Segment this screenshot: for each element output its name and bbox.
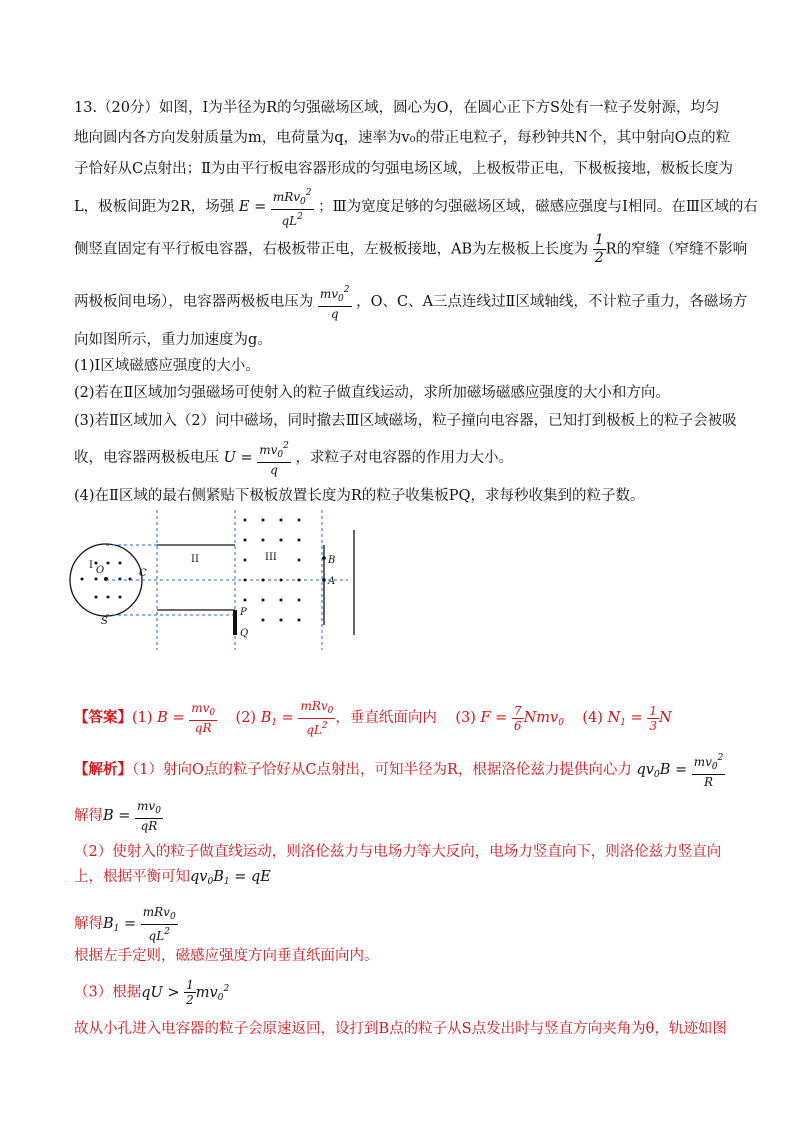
analysis-line-3b: 故从小孔进入电容器的粒子会原速返回，设打到B点的粒子从S点发出时与竖直方向夹角为θ，轨迹如图	[74, 1021, 727, 1037]
subquestion-4: (4)在Ⅱ区域的最右侧紧贴下极板放置长度为R的粒子收集板PQ，求每秒收集到的粒子数。	[74, 488, 645, 504]
question-text-5b: R的窄缝（窄缝不影响	[605, 241, 748, 258]
answer-line	[74, 699, 672, 737]
solve-2-formula: $B_1$ = $\frac{mRv_0}{qL^2}$	[103, 905, 176, 943]
label-p: P	[240, 607, 247, 618]
question-line-3: 子恰好从C点射出；Ⅱ为由平行板电容器形成的匀强电场区域，上极板带正电，下极板接地，极板长度为	[74, 161, 733, 177]
field-strength-formula: E = $\frac{mRv_0^2}{qL^2}$	[238, 188, 312, 228]
question-text-4b: ；Ⅲ为宽度足够的匀强磁场区域，磁感应强度与Ⅰ相同。在Ⅲ区域的右	[318, 199, 758, 215]
analysis-line-1	[74, 751, 725, 789]
subquestion-2: (2)若在Ⅱ区域加匀强磁场可使射入的粒子做直线运动，求所加磁场磁感应强度的大小和方向。	[74, 385, 670, 401]
question-line-4	[74, 186, 758, 228]
answer-4-formula: $N_1$ = $\frac{1}{3}$ N	[607, 703, 672, 733]
physics-diagram	[60, 505, 370, 650]
solve-1-formula: B = $\frac{mv_0}{qR}$	[103, 799, 161, 833]
answer-1-prefix: (1)	[132, 710, 153, 726]
collector-plate-pq	[233, 610, 237, 635]
answer-3-formula: F = $\frac{7}{6}$ Nmv$_0$	[480, 703, 564, 733]
question-line-6	[74, 283, 747, 321]
voltage-formula: $\frac{mv_0^2}{q}$	[319, 285, 350, 321]
analysis-text-3a: （3）根据	[74, 984, 142, 1001]
question-text-4a: L，极板间距为2R，场强	[74, 199, 235, 215]
analysis-line-2c: 根据左手定则，磁感应强度方向垂直纸面向内。	[74, 948, 379, 964]
region-iii-field-dots	[244, 519, 301, 622]
analysis-solve-2	[74, 905, 178, 943]
lorentz-formula: $qv_0B$ = $\frac{mv_0^2}{R}$	[636, 753, 724, 789]
label-o: O	[96, 565, 105, 576]
analysis-line-2a: （2）使射入的粒子做直线运动，则洛伦兹力与电场力等大反向，电场力竖直向下，则洛伦兹力竖直向	[74, 844, 722, 860]
answer-1-formula: B = $\frac{mv_0}{qR}$	[157, 701, 216, 735]
analysis-tag: 【解析】	[74, 761, 132, 778]
label-q: Q	[240, 628, 249, 639]
question-line-7: 向如图所示，重力加速度为g。	[74, 332, 272, 348]
analysis-solve-2-label: 解得	[74, 916, 103, 932]
answer-2-formula: $B_1$ = $\frac{mRv_0}{qL^2}$	[260, 699, 334, 737]
analysis-line-3a	[74, 978, 229, 1007]
analysis-text-2b: 上，根据平衡可知	[74, 869, 190, 885]
label-c: C	[139, 568, 147, 579]
label-ii: II	[191, 554, 199, 565]
dashed-guides	[106, 510, 348, 650]
subquestion-1: (1)Ⅰ区域磁感应强度的大小。	[74, 358, 260, 374]
energy-formula: qU > $\frac{1}{2}$ $mv_0^2$	[141, 978, 230, 1007]
answer-2-direction: ，垂直纸面向内	[335, 710, 437, 726]
analysis-solve-1-label: 解得	[74, 808, 103, 824]
half-fraction: $\frac{1}{2}$	[594, 232, 604, 266]
balance-formula: $qv_0B_1$ = qE	[190, 869, 271, 887]
label-a: A	[328, 576, 336, 587]
answer-tag: 【答案】	[74, 709, 132, 726]
analysis-line-2b	[74, 865, 271, 887]
question-text-6a: 两极板间电场），电容器两极板电压为	[74, 294, 314, 310]
analysis-text-1: （1）射向O点的粒子恰好从C点射出，可知半径为R，根据洛伦兹力提供向心力	[132, 762, 632, 778]
question-score: （20分）	[97, 100, 160, 116]
question-line-2: 地向圆内各方向发射质量为m，电荷量为q，速率为v₀的带正电粒子，每秒钟共N个，其中射向O点的粒	[74, 130, 731, 146]
subquestion-3-line-1: (3)若Ⅱ区域加入（2）问中磁场，同时撤去Ⅲ区域磁场，粒子撞向电容器，已知打到极板上的粒子会被吸	[74, 413, 737, 429]
label-iii: III	[265, 552, 277, 563]
subquestion-3-line-2	[74, 439, 513, 477]
question-line-5	[74, 232, 747, 267]
answer-3-prefix: (3)	[455, 710, 476, 726]
subquestion-3-text-b: ，求粒子对电容器的作用力大小。	[295, 450, 513, 466]
capacitor-voltage-formula: U = $\frac{mv_0^2}{q}$	[223, 441, 289, 477]
label-s: S	[101, 616, 108, 627]
question-number: 13.	[74, 100, 98, 116]
question-line-1	[74, 96, 719, 117]
question-text-6b: ，O、C、A三点连线过Ⅱ区域轴线，不计粒子重力，各磁场方	[356, 294, 748, 310]
answer-4-prefix: (4)	[582, 710, 603, 726]
label-b: B	[328, 555, 336, 566]
question-text-1: 如图，Ⅰ为半径为R的匀强磁场区域，圆心为O，在圆心正下方S处有一粒子发射源，均匀	[159, 100, 720, 116]
analysis-solve-1	[74, 799, 163, 833]
subquestion-3-text-a: 收，电容器两极板电压	[74, 450, 219, 466]
label-i: I	[89, 560, 93, 571]
question-text-5a: 侧竖直固定有平行板电容器，右极板带正电，左极板接地，AB为左极板上长度为	[74, 241, 589, 258]
answer-2-prefix: (2)	[235, 710, 257, 726]
